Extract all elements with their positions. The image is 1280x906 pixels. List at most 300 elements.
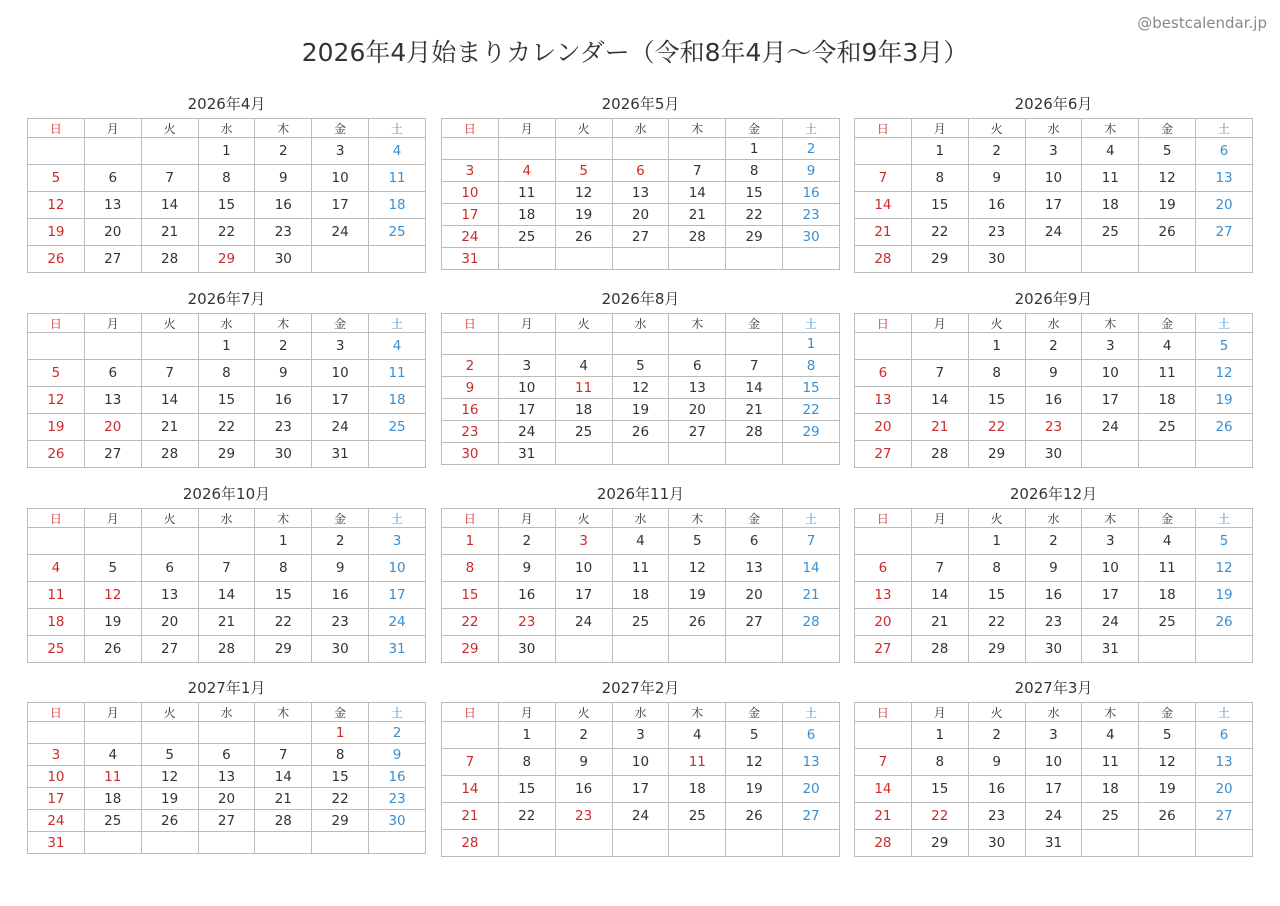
day-cell: 8 bbox=[911, 165, 968, 192]
weekday-label: 火 bbox=[555, 509, 612, 528]
day-cell: 1 bbox=[442, 528, 499, 555]
empty-cell bbox=[855, 138, 912, 165]
day-cell: 21 bbox=[726, 399, 783, 421]
day-cell: 1 bbox=[968, 333, 1025, 360]
weekday-label: 日 bbox=[442, 314, 499, 333]
day-cell: 5 bbox=[1139, 722, 1196, 749]
day-cell: 22 bbox=[255, 609, 312, 636]
day-cell: 25 bbox=[84, 810, 141, 832]
weekday-label: 金 bbox=[726, 314, 783, 333]
day-cell: 22 bbox=[911, 803, 968, 830]
day-cell: 20 bbox=[141, 609, 198, 636]
day-cell: 25 bbox=[498, 226, 555, 248]
day-cell: 9 bbox=[498, 555, 555, 582]
day-cell: 11 bbox=[1082, 749, 1139, 776]
day-cell: 19 bbox=[28, 414, 85, 441]
weekday-label: 月 bbox=[84, 119, 141, 138]
day-cell: 8 bbox=[255, 555, 312, 582]
day-cell: 28 bbox=[726, 421, 783, 443]
day-cell: 12 bbox=[1196, 555, 1253, 582]
empty-cell bbox=[28, 333, 85, 360]
empty-cell bbox=[84, 528, 141, 555]
day-cell: 23 bbox=[312, 609, 369, 636]
day-cell: 19 bbox=[28, 219, 85, 246]
day-cell: 10 bbox=[612, 749, 669, 776]
day-cell: 30 bbox=[442, 443, 499, 465]
day-cell: 5 bbox=[555, 160, 612, 182]
day-cell: 25 bbox=[369, 414, 426, 441]
day-cell: 24 bbox=[442, 226, 499, 248]
weekday-label: 土 bbox=[1196, 703, 1253, 722]
week-row bbox=[28, 555, 426, 582]
day-cell: 29 bbox=[255, 636, 312, 663]
day-cell: 31 bbox=[1082, 636, 1139, 663]
day-cell: 22 bbox=[968, 609, 1025, 636]
day-cell: 15 bbox=[911, 776, 968, 803]
week-row bbox=[442, 803, 840, 830]
weekday-label: 木 bbox=[1082, 509, 1139, 528]
weekday-label: 日 bbox=[28, 314, 85, 333]
weekday-label: 月 bbox=[911, 509, 968, 528]
day-cell: 6 bbox=[1196, 138, 1253, 165]
day-cell: 9 bbox=[555, 749, 612, 776]
empty-cell bbox=[141, 528, 198, 555]
day-cell: 5 bbox=[84, 555, 141, 582]
day-cell: 18 bbox=[369, 387, 426, 414]
day-cell: 4 bbox=[1082, 138, 1139, 165]
week-row bbox=[442, 749, 840, 776]
day-cell: 11 bbox=[669, 749, 726, 776]
day-cell: 17 bbox=[1025, 192, 1082, 219]
day-cell: 2 bbox=[783, 138, 840, 160]
day-cell: 21 bbox=[669, 204, 726, 226]
month-table bbox=[854, 702, 1253, 857]
weekday-label: 火 bbox=[555, 314, 612, 333]
day-cell: 3 bbox=[28, 744, 85, 766]
weekday-label: 日 bbox=[442, 119, 499, 138]
empty-cell bbox=[612, 248, 669, 270]
day-cell: 9 bbox=[442, 377, 499, 399]
day-cell: 11 bbox=[555, 377, 612, 399]
day-cell: 24 bbox=[312, 414, 369, 441]
weekday-label: 月 bbox=[498, 314, 555, 333]
weekday-label: 水 bbox=[198, 703, 255, 722]
day-cell: 5 bbox=[1139, 138, 1196, 165]
day-cell: 7 bbox=[911, 360, 968, 387]
day-cell: 27 bbox=[612, 226, 669, 248]
day-cell: 24 bbox=[1082, 414, 1139, 441]
day-cell: 25 bbox=[612, 609, 669, 636]
day-cell: 4 bbox=[1082, 722, 1139, 749]
day-cell: 8 bbox=[726, 160, 783, 182]
day-cell: 18 bbox=[1082, 192, 1139, 219]
weekday-label: 水 bbox=[612, 314, 669, 333]
week-row bbox=[442, 160, 840, 182]
day-cell: 30 bbox=[1025, 636, 1082, 663]
month-table bbox=[441, 702, 840, 857]
week-row bbox=[28, 788, 426, 810]
day-cell: 15 bbox=[968, 582, 1025, 609]
day-cell: 5 bbox=[669, 528, 726, 555]
day-cell: 7 bbox=[669, 160, 726, 182]
empty-cell bbox=[198, 722, 255, 744]
day-cell: 25 bbox=[1139, 414, 1196, 441]
empty-cell bbox=[783, 830, 840, 857]
day-cell: 4 bbox=[498, 160, 555, 182]
day-cell: 28 bbox=[255, 810, 312, 832]
day-cell: 22 bbox=[442, 609, 499, 636]
empty-cell bbox=[1196, 246, 1253, 273]
day-cell: 4 bbox=[1139, 528, 1196, 555]
empty-cell bbox=[783, 636, 840, 663]
day-cell: 6 bbox=[84, 165, 141, 192]
day-cell: 25 bbox=[669, 803, 726, 830]
day-cell: 8 bbox=[312, 744, 369, 766]
month-title: 2026年11月 bbox=[596, 485, 685, 503]
day-cell: 15 bbox=[312, 766, 369, 788]
day-cell: 16 bbox=[555, 776, 612, 803]
day-cell: 17 bbox=[1082, 387, 1139, 414]
weekday-label: 火 bbox=[141, 509, 198, 528]
weekday-label: 土 bbox=[369, 314, 426, 333]
day-cell: 26 bbox=[669, 609, 726, 636]
day-cell: 26 bbox=[555, 226, 612, 248]
month-table bbox=[854, 118, 1253, 273]
week-row bbox=[855, 555, 1253, 582]
empty-cell bbox=[141, 138, 198, 165]
day-cell: 7 bbox=[855, 749, 912, 776]
day-cell: 14 bbox=[911, 387, 968, 414]
day-cell: 20 bbox=[855, 609, 912, 636]
weekday-label: 木 bbox=[255, 703, 312, 722]
day-cell: 15 bbox=[198, 192, 255, 219]
day-cell: 26 bbox=[141, 810, 198, 832]
day-cell: 24 bbox=[498, 421, 555, 443]
weekday-header-row bbox=[855, 119, 1253, 138]
day-cell: 11 bbox=[612, 555, 669, 582]
day-cell: 19 bbox=[84, 609, 141, 636]
day-cell: 21 bbox=[911, 609, 968, 636]
empty-cell bbox=[498, 333, 555, 355]
month-title: 2026年6月 bbox=[1014, 95, 1093, 113]
empty-cell bbox=[612, 443, 669, 465]
empty-cell bbox=[498, 830, 555, 857]
day-cell: 26 bbox=[1196, 414, 1253, 441]
empty-cell bbox=[1025, 246, 1082, 273]
weekday-label: 日 bbox=[28, 703, 85, 722]
weekday-label: 金 bbox=[1139, 703, 1196, 722]
day-cell: 7 bbox=[726, 355, 783, 377]
day-cell: 17 bbox=[442, 204, 499, 226]
day-cell: 17 bbox=[612, 776, 669, 803]
day-cell: 1 bbox=[312, 722, 369, 744]
day-cell: 7 bbox=[783, 528, 840, 555]
weekday-label: 土 bbox=[783, 314, 840, 333]
day-cell: 21 bbox=[855, 219, 912, 246]
week-row bbox=[855, 192, 1253, 219]
empty-cell bbox=[1082, 441, 1139, 468]
empty-cell bbox=[312, 246, 369, 273]
day-cell: 27 bbox=[1196, 803, 1253, 830]
day-cell: 18 bbox=[369, 192, 426, 219]
day-cell: 28 bbox=[855, 246, 912, 273]
day-cell: 28 bbox=[783, 609, 840, 636]
day-cell: 18 bbox=[1082, 776, 1139, 803]
day-cell: 13 bbox=[612, 182, 669, 204]
weekday-label: 火 bbox=[968, 703, 1025, 722]
day-cell: 8 bbox=[198, 165, 255, 192]
day-cell: 19 bbox=[1196, 387, 1253, 414]
empty-cell bbox=[1139, 636, 1196, 663]
day-cell: 24 bbox=[28, 810, 85, 832]
day-cell: 10 bbox=[555, 555, 612, 582]
day-cell: 21 bbox=[855, 803, 912, 830]
month-table bbox=[441, 118, 840, 270]
week-row bbox=[855, 387, 1253, 414]
weekday-header-row bbox=[855, 509, 1253, 528]
day-cell: 12 bbox=[612, 377, 669, 399]
day-cell: 16 bbox=[312, 582, 369, 609]
empty-cell bbox=[84, 333, 141, 360]
weekday-label: 土 bbox=[1196, 509, 1253, 528]
day-cell: 6 bbox=[198, 744, 255, 766]
weekday-header-row bbox=[28, 119, 426, 138]
weekday-label: 金 bbox=[312, 119, 369, 138]
day-cell: 24 bbox=[612, 803, 669, 830]
day-cell: 11 bbox=[1139, 555, 1196, 582]
weekday-label: 土 bbox=[369, 509, 426, 528]
day-cell: 10 bbox=[498, 377, 555, 399]
week-row bbox=[442, 830, 840, 857]
month-title: 2027年2月 bbox=[601, 679, 680, 697]
day-cell: 10 bbox=[312, 165, 369, 192]
day-cell: 1 bbox=[498, 722, 555, 749]
day-cell: 13 bbox=[855, 582, 912, 609]
day-cell: 16 bbox=[255, 387, 312, 414]
empty-cell bbox=[669, 333, 726, 355]
day-cell: 2 bbox=[255, 138, 312, 165]
day-cell: 17 bbox=[312, 387, 369, 414]
week-row bbox=[28, 387, 426, 414]
week-row bbox=[28, 609, 426, 636]
day-cell: 2 bbox=[968, 722, 1025, 749]
day-cell: 2 bbox=[555, 722, 612, 749]
week-row bbox=[28, 441, 426, 468]
day-cell: 1 bbox=[911, 138, 968, 165]
day-cell: 20 bbox=[84, 414, 141, 441]
empty-cell bbox=[726, 830, 783, 857]
day-cell: 24 bbox=[312, 219, 369, 246]
day-cell: 15 bbox=[442, 582, 499, 609]
day-cell: 21 bbox=[198, 609, 255, 636]
day-cell: 20 bbox=[726, 582, 783, 609]
day-cell: 12 bbox=[1139, 749, 1196, 776]
day-cell: 15 bbox=[726, 182, 783, 204]
day-cell: 31 bbox=[312, 441, 369, 468]
day-cell: 18 bbox=[555, 399, 612, 421]
day-cell: 14 bbox=[141, 387, 198, 414]
day-cell: 19 bbox=[1196, 582, 1253, 609]
day-cell: 23 bbox=[968, 219, 1025, 246]
day-cell: 19 bbox=[669, 582, 726, 609]
weekday-label: 土 bbox=[369, 119, 426, 138]
day-cell: 16 bbox=[783, 182, 840, 204]
weekday-label: 金 bbox=[312, 509, 369, 528]
day-cell: 8 bbox=[442, 555, 499, 582]
empty-cell bbox=[84, 832, 141, 854]
empty-cell bbox=[141, 722, 198, 744]
month-table bbox=[27, 118, 426, 273]
day-cell: 12 bbox=[28, 387, 85, 414]
day-cell: 2 bbox=[312, 528, 369, 555]
day-cell: 19 bbox=[555, 204, 612, 226]
week-row bbox=[855, 333, 1253, 360]
day-cell: 23 bbox=[255, 219, 312, 246]
day-cell: 10 bbox=[442, 182, 499, 204]
day-cell: 30 bbox=[255, 441, 312, 468]
day-cell: 2 bbox=[369, 722, 426, 744]
weekday-label: 火 bbox=[968, 509, 1025, 528]
week-row bbox=[855, 722, 1253, 749]
day-cell: 2 bbox=[498, 528, 555, 555]
weekday-label: 木 bbox=[255, 509, 312, 528]
month-title: 2026年9月 bbox=[1014, 290, 1093, 308]
empty-cell bbox=[911, 333, 968, 360]
empty-cell bbox=[783, 248, 840, 270]
weekday-label: 火 bbox=[141, 314, 198, 333]
day-cell: 28 bbox=[911, 441, 968, 468]
weekday-label: 日 bbox=[855, 703, 912, 722]
day-cell: 12 bbox=[141, 766, 198, 788]
day-cell: 7 bbox=[911, 555, 968, 582]
empty-cell bbox=[555, 830, 612, 857]
week-row bbox=[442, 776, 840, 803]
day-cell: 27 bbox=[84, 246, 141, 273]
day-cell: 8 bbox=[198, 360, 255, 387]
week-row bbox=[855, 165, 1253, 192]
day-cell: 5 bbox=[612, 355, 669, 377]
week-row bbox=[28, 810, 426, 832]
day-cell: 22 bbox=[783, 399, 840, 421]
empty-cell bbox=[84, 138, 141, 165]
weekday-label: 金 bbox=[1139, 119, 1196, 138]
week-row bbox=[442, 333, 840, 355]
month-table bbox=[854, 508, 1253, 663]
day-cell: 9 bbox=[1025, 555, 1082, 582]
day-cell: 29 bbox=[442, 636, 499, 663]
day-cell: 4 bbox=[84, 744, 141, 766]
weekday-label: 土 bbox=[783, 703, 840, 722]
empty-cell bbox=[612, 636, 669, 663]
month-table bbox=[441, 508, 840, 663]
day-cell: 24 bbox=[1025, 219, 1082, 246]
empty-cell bbox=[911, 528, 968, 555]
week-row bbox=[855, 803, 1253, 830]
day-cell: 21 bbox=[911, 414, 968, 441]
day-cell: 7 bbox=[198, 555, 255, 582]
day-cell: 13 bbox=[84, 192, 141, 219]
day-cell: 2 bbox=[442, 355, 499, 377]
empty-cell bbox=[442, 333, 499, 355]
weekday-header-row bbox=[442, 314, 840, 333]
day-cell: 3 bbox=[442, 160, 499, 182]
empty-cell bbox=[555, 443, 612, 465]
day-cell: 23 bbox=[968, 803, 1025, 830]
day-cell: 26 bbox=[1139, 219, 1196, 246]
day-cell: 29 bbox=[312, 810, 369, 832]
day-cell: 3 bbox=[555, 528, 612, 555]
day-cell: 3 bbox=[1082, 333, 1139, 360]
weekday-label: 火 bbox=[968, 119, 1025, 138]
page-title: 2026年4月始まりカレンダー（令和8年4月〜令和9年3月） bbox=[301, 38, 969, 67]
day-cell: 4 bbox=[369, 138, 426, 165]
day-cell: 6 bbox=[612, 160, 669, 182]
day-cell: 22 bbox=[312, 788, 369, 810]
day-cell: 16 bbox=[255, 192, 312, 219]
day-cell: 23 bbox=[1025, 609, 1082, 636]
month-table bbox=[854, 313, 1253, 468]
week-row bbox=[855, 528, 1253, 555]
weekday-label: 日 bbox=[855, 119, 912, 138]
weekday-label: 水 bbox=[1025, 509, 1082, 528]
empty-cell bbox=[555, 248, 612, 270]
day-cell: 2 bbox=[968, 138, 1025, 165]
weekday-label: 木 bbox=[669, 509, 726, 528]
empty-cell bbox=[369, 832, 426, 854]
week-row bbox=[28, 636, 426, 663]
day-cell: 13 bbox=[198, 766, 255, 788]
day-cell: 12 bbox=[1196, 360, 1253, 387]
week-row bbox=[442, 722, 840, 749]
day-cell: 15 bbox=[968, 387, 1025, 414]
day-cell: 6 bbox=[855, 555, 912, 582]
day-cell: 25 bbox=[555, 421, 612, 443]
day-cell: 29 bbox=[911, 830, 968, 857]
day-cell: 23 bbox=[498, 609, 555, 636]
day-cell: 11 bbox=[369, 165, 426, 192]
day-cell: 30 bbox=[783, 226, 840, 248]
weekday-label: 水 bbox=[198, 314, 255, 333]
empty-cell bbox=[669, 443, 726, 465]
week-row bbox=[28, 722, 426, 744]
day-cell: 10 bbox=[1082, 360, 1139, 387]
empty-cell bbox=[255, 722, 312, 744]
weekday-label: 水 bbox=[612, 509, 669, 528]
day-cell: 26 bbox=[726, 803, 783, 830]
day-cell: 21 bbox=[141, 414, 198, 441]
day-cell: 16 bbox=[442, 399, 499, 421]
empty-cell bbox=[1139, 441, 1196, 468]
weekday-label: 土 bbox=[783, 119, 840, 138]
day-cell: 21 bbox=[141, 219, 198, 246]
day-cell: 26 bbox=[1196, 609, 1253, 636]
week-row bbox=[442, 138, 840, 160]
weekday-label: 月 bbox=[498, 703, 555, 722]
empty-cell bbox=[141, 333, 198, 360]
empty-cell bbox=[1082, 246, 1139, 273]
day-cell: 18 bbox=[1139, 387, 1196, 414]
day-cell: 27 bbox=[84, 441, 141, 468]
day-cell: 28 bbox=[855, 830, 912, 857]
week-row bbox=[28, 192, 426, 219]
day-cell: 27 bbox=[726, 609, 783, 636]
day-cell: 2 bbox=[1025, 333, 1082, 360]
day-cell: 3 bbox=[312, 138, 369, 165]
day-cell: 13 bbox=[1196, 749, 1253, 776]
day-cell: 9 bbox=[1025, 360, 1082, 387]
day-cell: 4 bbox=[1139, 333, 1196, 360]
day-cell: 18 bbox=[1139, 582, 1196, 609]
